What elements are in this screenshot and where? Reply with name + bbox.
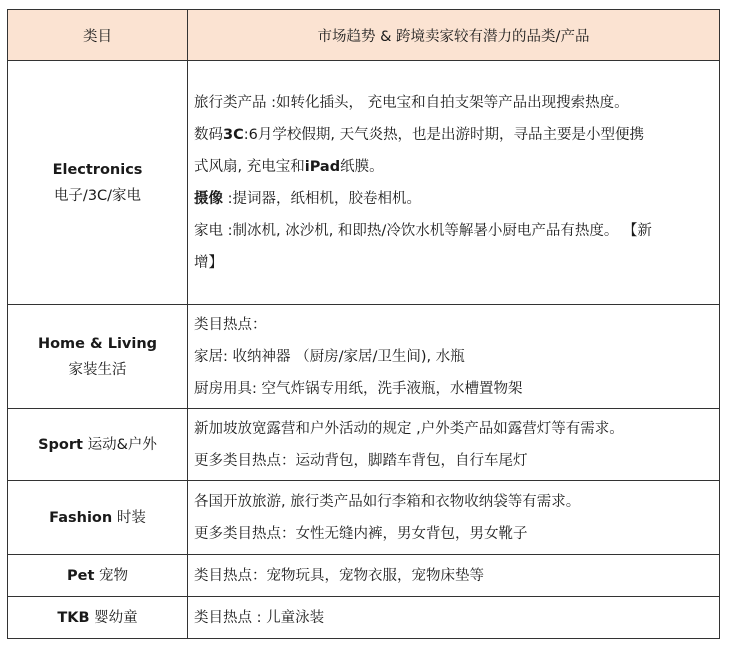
table-row <box>8 597 720 639</box>
trend-line <box>194 413 719 445</box>
trend-cell <box>188 555 720 597</box>
category-label <box>8 605 187 631</box>
trend-text: 旅行类产品 :如转化插头， 充电宝和自拍支架等产品出现搜索热度。 <box>194 94 629 111</box>
trend-text: 摄像 <box>194 190 223 207</box>
category-label <box>8 563 187 589</box>
category-label <box>8 432 187 458</box>
trend-cell <box>188 305 720 409</box>
trend-text: 家居: 收纳神器 （厨房/家居/卫生间), 水瓶 <box>194 348 465 365</box>
category-en: Sport <box>38 436 83 453</box>
header-row <box>8 10 720 61</box>
category-cn: 家装生活 <box>68 361 127 378</box>
trend-cell <box>188 61 720 305</box>
category-cn: 婴幼童 <box>94 609 138 626</box>
trend-line <box>194 602 719 634</box>
trend-text: 数码 <box>194 126 223 143</box>
trend-text: 增】 <box>194 254 223 271</box>
category-en: Fashion <box>49 509 113 526</box>
trend-text: 纸膜。 <box>340 158 384 175</box>
category-cell <box>8 409 188 481</box>
category-cell <box>8 305 188 409</box>
trend-text: 类目热点 : 儿童泳装 <box>194 609 325 626</box>
trend-line <box>194 151 719 183</box>
category-en: TKB <box>57 609 90 626</box>
category-cn: 运动&户外 <box>87 436 157 453</box>
category-cell <box>8 61 188 305</box>
table-row <box>8 61 720 305</box>
trend-cell <box>188 597 720 639</box>
trend-text: 各国开放旅游, 旅行类产品如行李箱和衣物收纳袋等有需求。 <box>194 493 581 510</box>
category-en: Home & Living <box>37 335 158 352</box>
trend-line <box>194 87 719 119</box>
trend-text: 新加坡放宽露营和户外活动的规定 ,户外类产品如露营灯等有需求。 <box>194 420 624 437</box>
header-category: 类目 <box>8 10 188 61</box>
header-trends: 市场趋势 & 跨境卖家较有潜力的品类/产品 <box>188 10 720 61</box>
category-en: Electronics <box>52 161 143 178</box>
trend-line <box>194 309 719 341</box>
category-cn: 电子/3C/家电 <box>53 187 142 204</box>
trend-text: iPad <box>304 158 341 175</box>
trend-line <box>194 560 719 592</box>
category-cn: 时装 <box>116 509 146 526</box>
category-label <box>8 505 187 531</box>
table-row <box>8 409 720 481</box>
table-row <box>8 555 720 597</box>
trend-text: 式风扇, 充电宝和 <box>194 158 305 175</box>
trend-text: 类目热点： <box>194 316 267 333</box>
trend-cell <box>188 409 720 481</box>
category-en: Pet <box>66 567 95 584</box>
trend-text: :提词器，纸相机，胶卷相机。 <box>223 190 421 207</box>
category-cell <box>8 597 188 639</box>
trend-line <box>194 215 719 247</box>
trend-text: 更多类目热点：女性无缝内裤，男女背包，男女靴子 <box>194 525 528 542</box>
trend-line <box>194 373 719 405</box>
trend-text: :6月学校假期, 天气炎热，也是出游时期，寻品主要是小型便携 <box>243 126 645 143</box>
category-trends-table <box>7 9 720 639</box>
trend-text: 更多类目热点：运动背包，脚踏车背包，自行车尾灯 <box>194 452 528 469</box>
trend-line <box>194 486 719 518</box>
table-row <box>8 481 720 555</box>
trend-text: 家电 :制冰机, 冰沙机, 和即热/冷饮水机等解暑小厨电产品有热度。 【新 <box>194 222 652 239</box>
table-row <box>8 305 720 409</box>
category-cell <box>8 481 188 555</box>
trend-line <box>194 247 719 279</box>
trend-text: 厨房用具: 空气炸锅专用纸，洗手液瓶，水槽置物架 <box>194 380 523 397</box>
trend-line <box>194 445 719 477</box>
category-cn: 宠物 <box>99 567 128 584</box>
trend-cell <box>188 481 720 555</box>
trend-line <box>194 183 719 215</box>
trend-text: 类目热点：宠物玩具，宠物衣服，宠物床垫等 <box>194 567 484 584</box>
category-cell <box>8 555 188 597</box>
trend-line <box>194 119 719 151</box>
trend-line <box>194 518 719 550</box>
trend-line <box>194 341 719 373</box>
trend-text: 3C <box>223 126 244 143</box>
